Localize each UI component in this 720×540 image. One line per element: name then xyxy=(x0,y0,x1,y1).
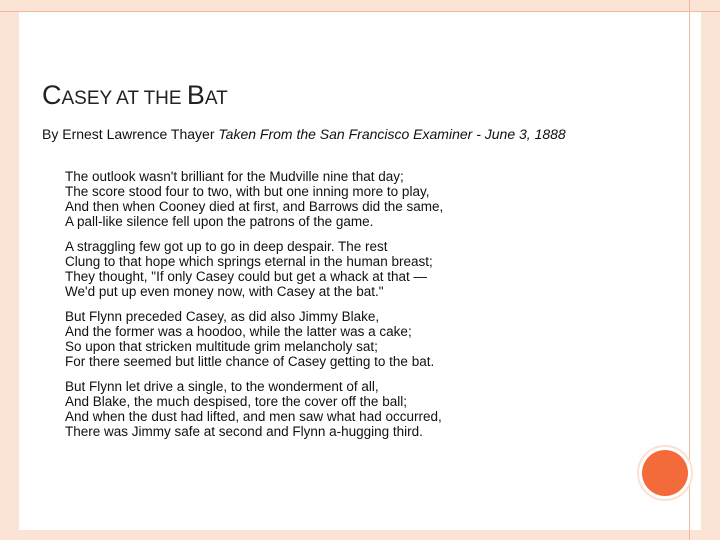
poem-body xyxy=(65,169,665,449)
title-word2: AT xyxy=(116,88,139,109)
poem-line: A pall-like silence fell upon the patrons of the game. xyxy=(65,214,374,229)
poem-line: And when the dust had lifted, and men saw what had occurred, xyxy=(65,409,442,424)
poem-line: We'd put up even money now, with Casey at the bat." xyxy=(65,284,384,299)
poem-line: And then when Cooney died at first, and Barrows did the same, xyxy=(65,199,444,214)
poem-line: And the former was a hoodoo, while the latter was a cake; xyxy=(65,324,412,339)
poem-line: For there seemed but little chance of Casey getting to the bat. xyxy=(65,354,435,369)
byline-author: By Ernest Lawrence Thayer xyxy=(42,126,215,142)
slide-border-bottom xyxy=(0,530,720,540)
slide-title xyxy=(42,77,228,109)
slide-border-top xyxy=(0,0,720,11)
poem-stanza xyxy=(65,239,665,299)
poem-line: The score stood four to two, with but one inning more to play, xyxy=(65,184,430,199)
poem-line: There was Jimmy safe at second and Flynn a-hugging third. xyxy=(65,424,423,439)
slide-border-line-horizontal xyxy=(0,11,720,12)
title-word3: THE xyxy=(143,88,182,109)
poem-line: A straggling few got up to go in deep despair. The rest xyxy=(65,239,388,254)
decorative-circle-icon xyxy=(642,450,688,496)
poem-stanza xyxy=(65,309,665,369)
byline-source: Taken From the San Francisco Examiner - June 3, 1888 xyxy=(218,126,566,142)
title-word1-rest: ASEY xyxy=(61,88,112,109)
slide-border-left xyxy=(0,0,19,540)
poem-stanza xyxy=(65,379,665,439)
poem-line: The outlook wasn't brilliant for the Mudville nine that day; xyxy=(65,169,404,184)
poem-line: Clung to that hope which springs eternal in the human breast; xyxy=(65,254,433,269)
poem-line: And Blake, the much despised, tore the cover off the ball; xyxy=(65,394,407,409)
slide-border-right xyxy=(701,0,720,540)
poem-line: But Flynn preceded Casey, as did also Jimmy Blake, xyxy=(65,309,380,324)
title-word1-cap: C xyxy=(42,80,62,110)
poem-line: But Flynn let drive a single, to the wonderment of all, xyxy=(65,379,379,394)
poem-stanza xyxy=(65,169,665,229)
title-word4-cap: B xyxy=(186,80,205,110)
title-word4-rest: AT xyxy=(204,88,228,109)
poem-line: They thought, "If only Casey could but get a whack at that — xyxy=(65,269,427,284)
byline xyxy=(42,125,566,143)
poem-line: So upon that stricken multitude grim melancholy sat; xyxy=(65,339,378,354)
